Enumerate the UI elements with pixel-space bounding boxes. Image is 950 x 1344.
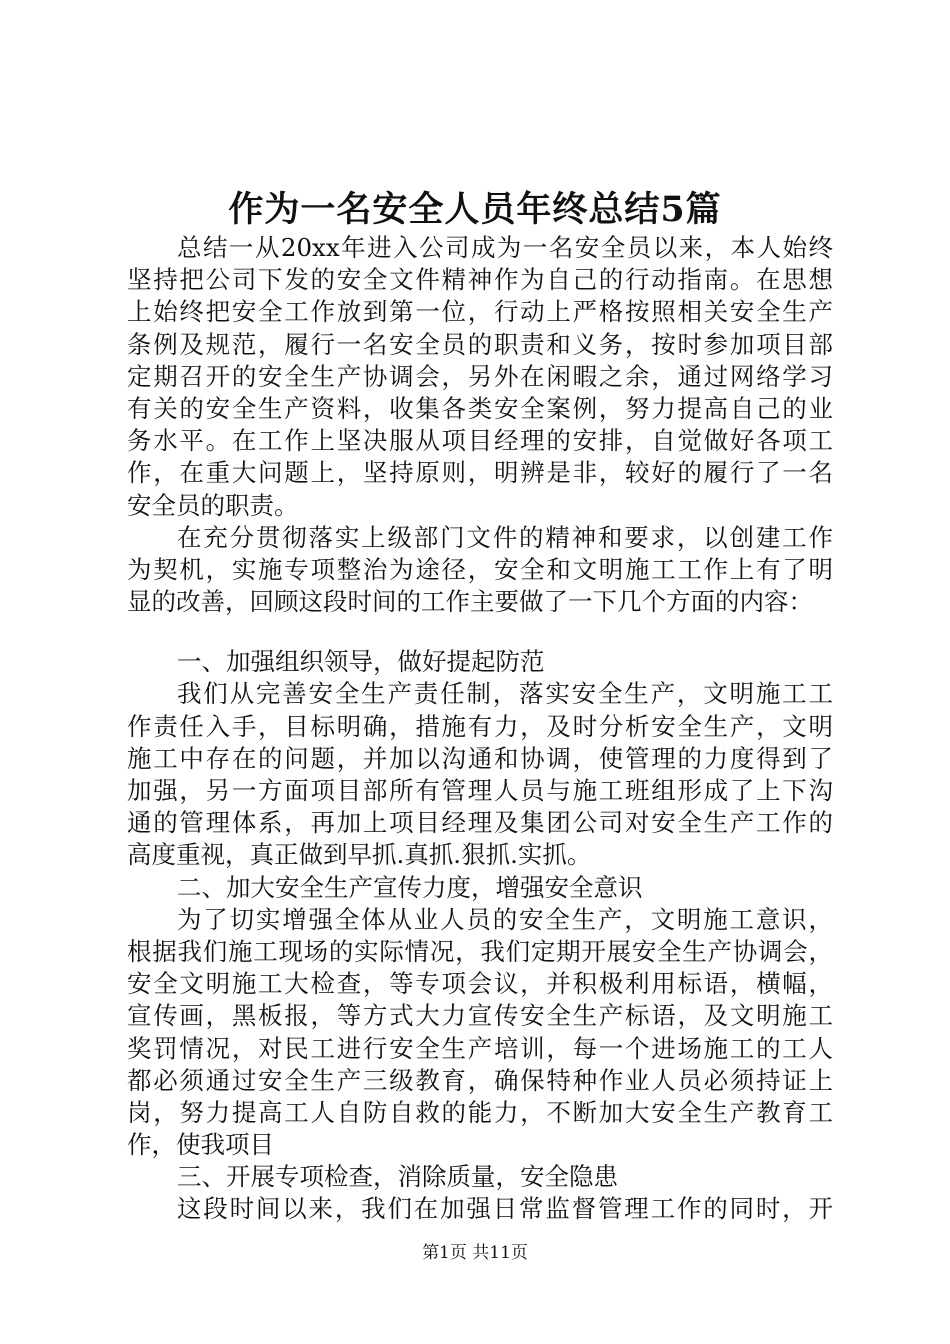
text-line: 施工中存在的问题，并加以沟通和协调，使管理的力度得到了: [127, 743, 833, 773]
section-heading-1: 一、加强组织领导，做好提起防范: [177, 647, 545, 677]
document-body: [127, 232, 833, 1226]
text-line: 务水平。在工作上坚决服从项目经理的安排，自觉做好各项工: [127, 426, 833, 456]
text-line: 为契机，实施专项整治为途径，安全和文明施工工作上有了明: [127, 554, 833, 584]
text-line: 坚持把公司下发的安全文件精神作为自己的行动指南。在思想: [127, 265, 833, 295]
text-line: 根据我们施工现场的实际情况，我们定期开展安全生产协调会，: [127, 936, 833, 966]
document-title: 作为一名安全人员年终总结5篇: [228, 189, 722, 230]
text-line: 高度重视，真正做到早抓.真抓.狠抓.实抓。: [127, 840, 592, 870]
text-line: 岗，努力提高工人自防自救的能力，不断加大安全生产教育工: [127, 1097, 833, 1127]
text-line: 显的改善，回顾这段时间的工作主要做了一下几个方面的内容：: [127, 587, 813, 617]
text-line: 总结一从20xx年进入公司成为一名安全员以来，本人始终: [177, 233, 833, 262]
text-line: 我们从完善安全生产责任制，落实安全生产，文明施工工: [177, 679, 833, 709]
text-line: 作，使我项目: [127, 1130, 274, 1160]
text-line: 通的管理体系，再加上项目经理及集团公司对安全生产工作的: [127, 808, 833, 838]
text-line: 上始终把安全工作放到第一位，行动上严格按照相关安全生产: [127, 297, 833, 327]
text-line: 作责任入手，目标明确，措施有力，及时分析安全生产，文明: [127, 711, 833, 741]
section-heading-3: 三、开展专项检查，消除质量，安全隐患: [177, 1162, 618, 1192]
text-line: 条例及规范，履行一名安全员的职责和义务，按时参加项目部: [127, 329, 833, 359]
text-line: 作，在重大问题上，坚持原则，明辨是非，较好的履行了一名: [127, 458, 833, 488]
section-heading-2: 二、加大安全生产宣传力度，增强安全意识: [177, 872, 643, 902]
text-line: 安全文明施工大检查，等专项会议，并积极利用标语，横幅，: [127, 969, 833, 999]
paragraph-4: [127, 904, 833, 1162]
text-line: 安全员的职责。: [127, 490, 299, 520]
text-line: 为了切实增强全体从业人员的安全生产，文明施工意识，: [177, 904, 833, 934]
paragraph-2: [127, 522, 833, 619]
text-line: 有关的安全生产资料，收集各类安全案例，努力提高自己的业: [127, 393, 833, 423]
text-line: 在充分贯彻落实上级部门文件的精神和要求，以创建工作: [177, 522, 833, 552]
paragraph-5: [127, 1193, 833, 1225]
text-line: 都必须通过安全生产三级教育，确保特种作业人员必须持证上: [127, 1065, 833, 1095]
paragraph-gap: [127, 618, 833, 646]
paragraph-3: [127, 678, 833, 871]
text-line: 定期召开的安全生产协调会，另外在闲暇之余，通过网络学习: [127, 361, 833, 391]
text-line: 加强，另一方面项目部所有管理人员与施工班组形成了上下沟: [127, 776, 833, 805]
paragraph-1: [127, 232, 833, 522]
text-line: 奖罚情况，对民工进行安全生产培训，每一个进场施工的工人: [127, 1033, 833, 1063]
page-number-footer: 第1页 共11页: [422, 1243, 528, 1263]
text-line: 这段时间以来，我们在加强日常监督管理工作的同时，开: [177, 1194, 833, 1224]
text-line: 宣传画，黑板报，等方式大力宣传安全生产标语，及文明施工: [127, 1001, 833, 1031]
